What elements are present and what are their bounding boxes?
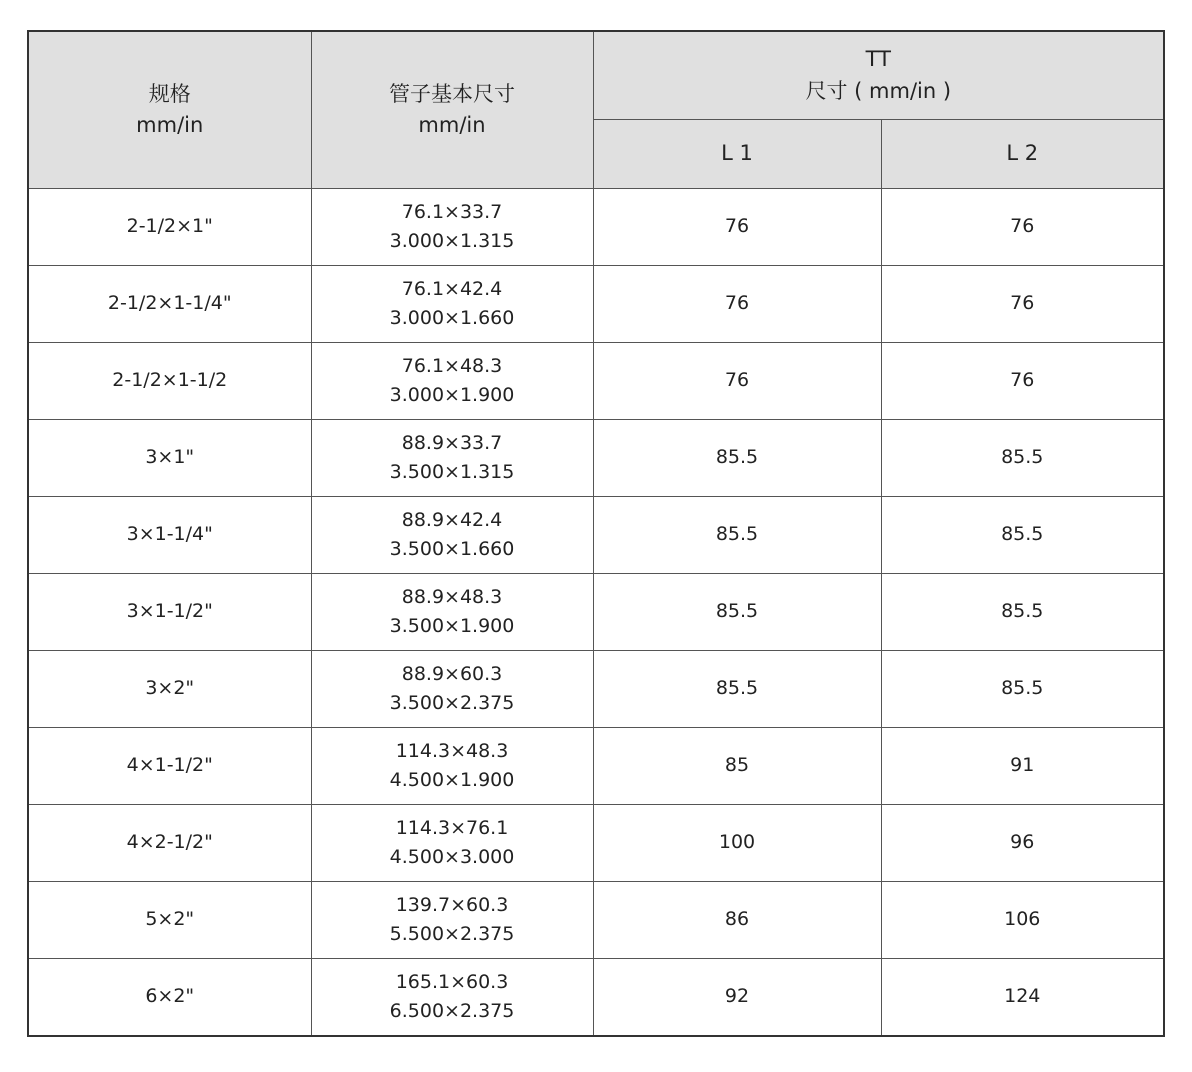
- cell-spec: 6×2": [28, 959, 311, 1037]
- cell-l2: 85.5: [881, 420, 1164, 497]
- cell-spec: 5×2": [28, 882, 311, 959]
- cell-l1: 85.5: [593, 497, 881, 574]
- cell-pipe-size: [311, 882, 593, 959]
- cell-l1: 85.5: [593, 651, 881, 728]
- cell-spec: 2-1/2×1-1/4": [28, 266, 311, 343]
- cell-pipe-size: [311, 574, 593, 651]
- cell-pipe-size: [311, 343, 593, 420]
- cell-l1: 85: [593, 728, 881, 805]
- header-spec-unit: mm/in: [136, 113, 204, 137]
- pipe-size-in: 3.000×1.660: [389, 307, 515, 329]
- pipe-size-in: 3.500×1.900: [389, 615, 515, 637]
- cell-l2: 91: [881, 728, 1164, 805]
- cell-pipe-size: [311, 805, 593, 882]
- table-row: [28, 728, 1164, 805]
- pipe-size-mm: 76.1×42.4: [401, 277, 503, 300]
- table-row: [28, 189, 1164, 266]
- header-l1: L 1: [593, 120, 881, 189]
- cell-l2: 124: [881, 959, 1164, 1037]
- cell-pipe-size: [311, 959, 593, 1037]
- cell-l2: 106: [881, 882, 1164, 959]
- pipe-size-mm: 139.7×60.3: [395, 893, 509, 916]
- cell-l2: 76: [881, 189, 1164, 266]
- pipe-size-mm: 76.1×48.3: [401, 354, 503, 377]
- cell-spec: 3×1-1/4": [28, 497, 311, 574]
- pipe-size-mm: 114.3×48.3: [395, 739, 509, 762]
- cell-l1: 100: [593, 805, 881, 882]
- pipe-size-in: 3.000×1.315: [389, 230, 515, 252]
- table-row: [28, 343, 1164, 420]
- pipe-size-mm: 88.9×48.3: [401, 585, 503, 608]
- table-row: [28, 266, 1164, 343]
- pipe-size-mm: 88.9×42.4: [401, 508, 503, 531]
- cell-l1: 86: [593, 882, 881, 959]
- cell-pipe-size: [311, 189, 593, 266]
- table-body: [28, 189, 1164, 1037]
- pipe-size-in: 4.500×3.000: [389, 846, 515, 868]
- cell-l1: 92: [593, 959, 881, 1037]
- header-spec-title: 规格: [148, 81, 191, 106]
- pipe-size-mm: 165.1×60.3: [395, 970, 509, 993]
- header-tt-title: TT: [865, 47, 891, 71]
- cell-spec: 3×1-1/2": [28, 574, 311, 651]
- cell-spec: 3×2": [28, 651, 311, 728]
- cell-l2: 96: [881, 805, 1164, 882]
- cell-l1: 76: [593, 266, 881, 343]
- pipe-size-in: 6.500×2.375: [389, 1000, 515, 1022]
- pipe-size-mm: 114.3×76.1: [395, 816, 509, 839]
- pipe-size-in: 4.500×1.900: [389, 769, 515, 791]
- table-row: [28, 497, 1164, 574]
- table-row: [28, 882, 1164, 959]
- cell-l2: 85.5: [881, 651, 1164, 728]
- header-tt-group: [593, 31, 1164, 120]
- pipe-size-mm: 88.9×60.3: [401, 662, 503, 685]
- pipe-size-in: 3.000×1.900: [389, 384, 515, 406]
- header-row-1: [28, 31, 1164, 120]
- pipe-size-in: 3.500×1.315: [389, 461, 515, 483]
- cell-l1: 85.5: [593, 574, 881, 651]
- header-tt-subtitle: 尺寸 ( mm/in ): [805, 78, 952, 103]
- cell-l2: 85.5: [881, 497, 1164, 574]
- cell-pipe-size: [311, 651, 593, 728]
- pipe-size-in: 5.500×2.375: [389, 923, 515, 945]
- table-header: [28, 31, 1164, 189]
- pipe-size-in: 3.500×1.660: [389, 538, 515, 560]
- cell-l2: 76: [881, 343, 1164, 420]
- spec-table: [27, 30, 1165, 1037]
- cell-l2: 85.5: [881, 574, 1164, 651]
- header-pipe-title: 管子基本尺寸: [389, 81, 515, 106]
- header-spec: [28, 31, 311, 189]
- pipe-size-in: 3.500×2.375: [389, 692, 515, 714]
- table-row: [28, 651, 1164, 728]
- cell-l1: 76: [593, 343, 881, 420]
- cell-spec: 4×1-1/2": [28, 728, 311, 805]
- cell-l1: 85.5: [593, 420, 881, 497]
- pipe-size-mm: 88.9×33.7: [401, 431, 503, 454]
- cell-l2: 76: [881, 266, 1164, 343]
- cell-pipe-size: [311, 497, 593, 574]
- cell-pipe-size: [311, 266, 593, 343]
- cell-pipe-size: [311, 728, 593, 805]
- cell-l1: 76: [593, 189, 881, 266]
- table-row: [28, 959, 1164, 1037]
- header-l2: L 2: [881, 120, 1164, 189]
- header-pipe-unit: mm/in: [418, 113, 486, 137]
- cell-spec: 4×2-1/2": [28, 805, 311, 882]
- cell-spec: 2-1/2×1-1/2: [28, 343, 311, 420]
- cell-spec: 2-1/2×1": [28, 189, 311, 266]
- pipe-size-mm: 76.1×33.7: [401, 200, 503, 223]
- table-row: [28, 574, 1164, 651]
- cell-pipe-size: [311, 420, 593, 497]
- cell-spec: 3×1": [28, 420, 311, 497]
- header-pipe: [311, 31, 593, 189]
- table-row: [28, 805, 1164, 882]
- table-row: [28, 420, 1164, 497]
